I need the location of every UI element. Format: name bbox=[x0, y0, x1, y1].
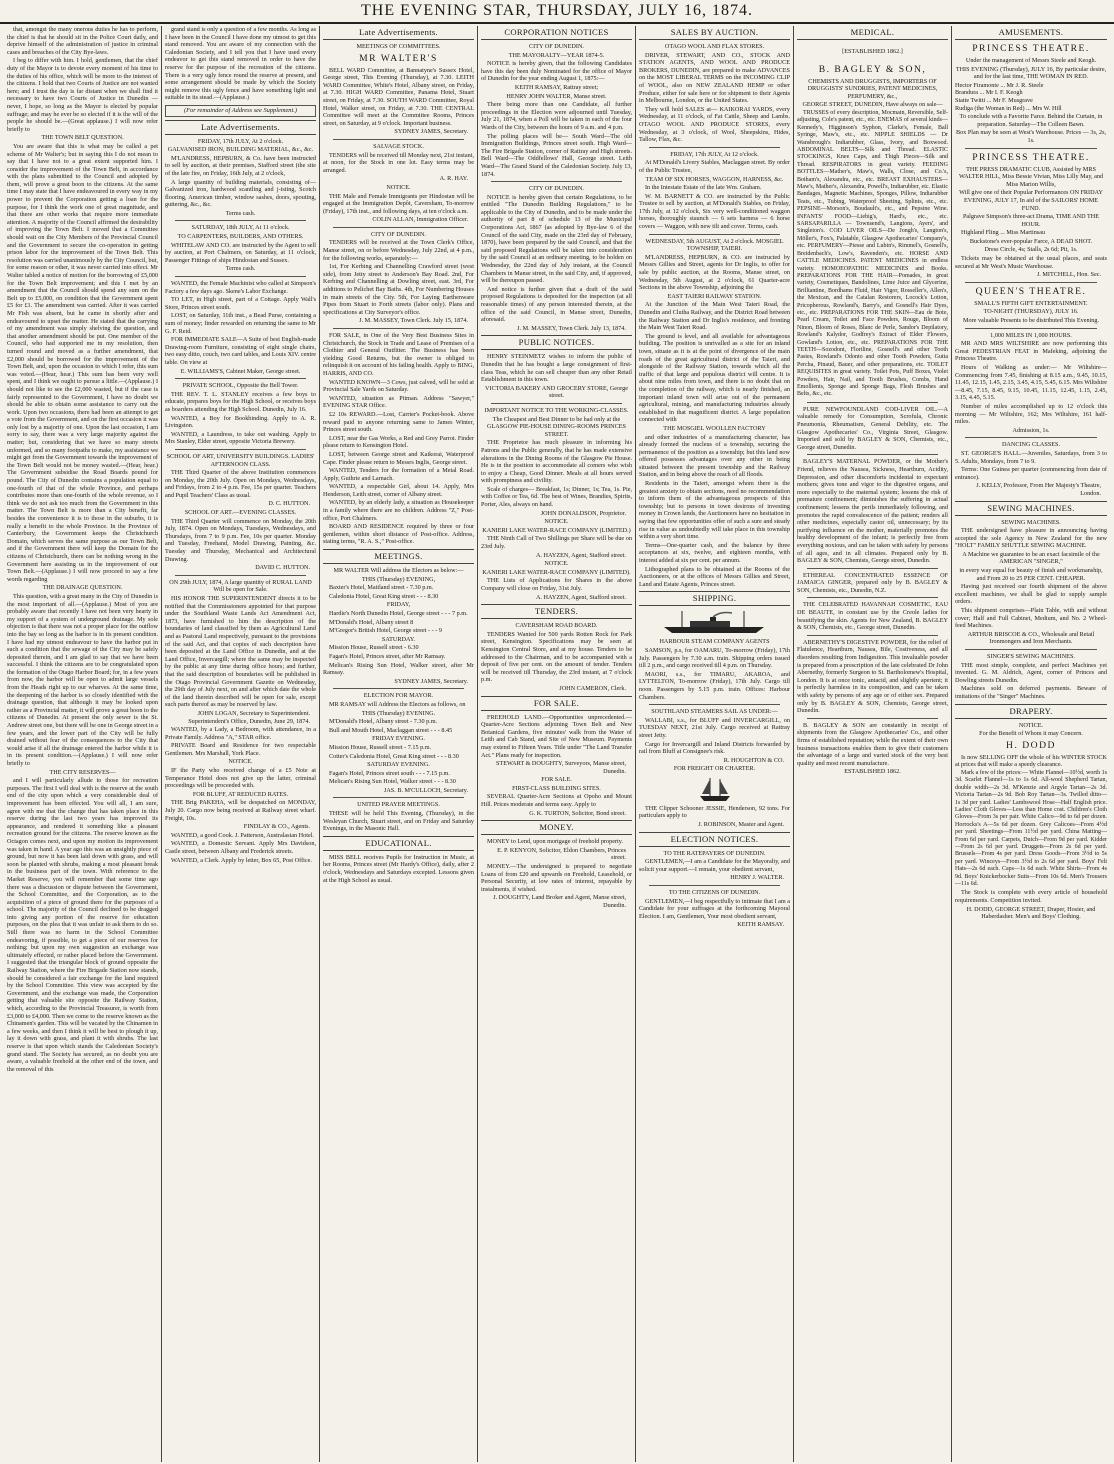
ad-body: WHITELAW AND CO. are instructed by the Agent to sell by auction, at Port Chalmers, on Saturday, at 11 o'clock, Passenger Fittings of ships Hindostan and Sussex. bbox=[165, 241, 316, 264]
ad-body: A Machine we guarantee to be an exact facsimile of the AMERICAN "SINGER," bbox=[962, 550, 1100, 566]
ad-signature: J. M. MASSEY, Town Clerk. July 15, 1874. bbox=[359, 317, 468, 325]
ad-signature: J. KELLY, Professor, From Her Majesty's Theatre, London. bbox=[976, 482, 1101, 497]
ad-signature: DAVID C. HUTTON. bbox=[255, 564, 310, 572]
ad-signature: H. DODD, GEORGE STREET, Draper, Hosier, and Haberdasher. Men's and Boys' Clothing. bbox=[966, 905, 1096, 921]
ad-body: TENDERS will be received at the Town Clerk's Office, Manse street, on or before Wednesday, July 22nd, at 4 p.m., for the following works, separately:— bbox=[323, 239, 474, 262]
ad-body: and other industries of a manufacturing character, has already formed the nucleus of a township, securing the permanence of the position as a township; but this land now offered possesses advantages over any other in being situated between the present township and the Railway Station, and in being above the reach of all floods. bbox=[639, 433, 790, 479]
ad-body: Box Plan may be seen at West's Warehouse. Prices — 3s, 2s, 1s. bbox=[955, 129, 1107, 144]
classified-ad: WANTED, the Female Machinist who called at Simpson's Factory a few days ago. Skene's Labor Exchange. bbox=[165, 280, 316, 295]
ad-body: MAORI, s.s., for TIMARU, AKAROA, and LYTTELTON, To-morrow (Friday), 17th July. Cargo till noon. Passengers by 5.15 p.m. train. Offices: Harbour Chambers. bbox=[639, 670, 790, 701]
divider bbox=[965, 148, 1097, 149]
article-paragraph: I beg to differ with him. I hold, gentlemen, that the chief duty of the Mayor is to devote every moment of his time to the duties of his office, which will be more to the interest of the citizens. I hold that two Courts of Justice are not wanted here; and I trust the day is far distant when we shall find it necessary to have two Courts of Justice in Dunedin — never, I hope, so long as the Mayor is elected by popular suffrage; and may he ever be so elected if it is the will of the people he should be.—(Great applause.) I will now refer briefly to bbox=[7, 57, 158, 133]
ad-banner: MR WALTER Will address the Electors as below:— bbox=[333, 567, 464, 575]
ad-body: MISS BELL receives Pupils for Instruction in Music, at her Rooms, Princes street (Mr Hardy's Office), daily, after 2 o'clock, Wednesdays and Saturdays excepted. Lessons given at the High School as usual. bbox=[323, 853, 474, 884]
ad-title: TO CARPENTERS, BUILDERS, AND OTHERS. bbox=[177, 233, 304, 241]
ad-body: THE CELEBRATED HAVANNAH COSMETIC, EAU DE BEAUTE, in constant use by the Creole ladies for beautifying the skin. Agents for New Zealand, B. BAGLEY & SON, Chemists, etc., George street, Dunedin. bbox=[797, 601, 948, 632]
ad-body: ABERNETHY'S DIGESTIVE POWDER, for the relief of Flatulence, Heartburn, Nausea, Bile, Costiveness, and all disorders resulting from Indigestion. This invaluable powder is prepared from a prescription of the late celebrated Dr John Abernethy, formerly Surgeon to St. Bartholomew's Hospital, London. It is at once tonic, antacid, and slightly aperient; it is perfectly harmless in its composition, and can be taken with safety by persons of any age or of either sex. Prepared only by B. BAGLEY & SON, Chemists, George street, Dunedin. bbox=[797, 638, 948, 715]
classified-ad: TO LET, in High street, part of a Cottage. Apply Wall's Store, Princes street south. bbox=[165, 296, 316, 311]
established-date: [ESTABLISHED 1862.] bbox=[842, 48, 903, 55]
divider bbox=[807, 454, 938, 455]
section-heading: EDUCATIONAL. bbox=[323, 836, 474, 851]
schedule-line: Baxter's Hotel, Maitland street - 7.30 p.m. bbox=[329, 584, 434, 592]
ad-banner: H. DODD bbox=[1006, 739, 1056, 751]
divider bbox=[807, 635, 938, 636]
ad-title: THE MOSGIEL WOOLLEN FACTORY bbox=[663, 424, 766, 432]
ad-signature: KEITH RAMSAY. bbox=[737, 921, 784, 929]
schedule-line: Mission House, Russell street - 7.15 p.m. bbox=[329, 743, 432, 751]
ad-body: W. M. BARNETT & CO. are instructed by the Public Trustee to sell by auction, at M'Donald's Stables, on Friday, 17th July, at 12 o'clock, Six very well-conditioned waggon horses, thoroughly staunch — 6 sets harness — 6 horse covers — Waggon, with new tilt and cover. Terms, cash. bbox=[639, 192, 790, 231]
ad-signature: R. HOUGHTON & CO. bbox=[723, 756, 784, 764]
ad-body: Palgrave Simpson's three-act Drama, TIME AND THE HOUR. bbox=[962, 213, 1100, 228]
ad-body: Cargo for Invercargill and Inland Districts forwarded by rail from Bluff at Consignee's risk. bbox=[639, 740, 790, 756]
ad-body: Admission, 1s. bbox=[1012, 426, 1050, 434]
classified-ad: BOARD AND RESIDENCE required by three or four gentlemen, within short distance of Post-office. Address, stating terms, "R. A. S.," Post-office. bbox=[323, 523, 474, 546]
ad-date: FRIDAY, 17th JULY, At 2 o'clock. bbox=[197, 137, 284, 145]
ad-body: GENTLEMEN,—I beg respectfully to intimate that I am a Candidate for your suffrages at the forthcoming Mayoral Election. I am, Gentlemen, Your most obedient servant, bbox=[639, 897, 790, 920]
ad-body: Scale of charges— Breakfast, 1s; Dinner, 1s; Tea, 1s. Pie, with Coffee or Tea, 6d. The best of Wines, Brandies, Spirits, Porter, Ales, always on hand. bbox=[481, 485, 632, 509]
section-heading: DRAPERY. bbox=[955, 704, 1107, 719]
classified-ad: LOST, near the Gas Works, a Red and Grey Parrot. Finder please return to Kensington Hotel. bbox=[323, 434, 474, 450]
ad-body: M'LANDRESS, HEPBURN, & CO. are instructed by Messrs Gillies and Street, agents for Dr Inglis, to offer for sale by public auction, at the Rooms, Manse street, on Wednesday, 5th August, at 2 o'clock, 61 Quarter-acre Sections in the above Township, adjoining the bbox=[639, 253, 790, 292]
section-heading: SHIPPING. bbox=[639, 591, 790, 606]
ad-body: PURE NEWFOUNDLAND COD-LIVER OIL.—A valuable remedy for Consumption, Scrofula, Chronic Pneumonia, Rheumatism, General Debility, etc. The Glasgow Apothecaries' Co., Virginia Street, Glasgow. Imported and sold by BAGLEY & SON, Chemists, etc., George street, Dunedin. bbox=[797, 405, 948, 451]
candidate-name: HENRY JOHN WALTER, Manse street. bbox=[506, 92, 607, 100]
ad-body: NOTICE is hereby given that certain Regulations, to be entitled "The Dunedin Building Regulations," to be applicable to the City of Dunedin, and to be made under the authority of part 8 of schedule 13 of the Municipal Corporations Act, 1867 (as adopted by Bye-law 6 of the Council of the said City, made on the 23rd day of February, 1870), have been prepared by the said Council, and that the said proposed Regulations will be taken into consideration by the said Council at an ordinary meeting, to be holden on Wednesday, the 22nd day of July instant, at the Council Chambers in Manse street, in the said City, and, if approved, will be thereupon passed. bbox=[481, 193, 632, 285]
ad-body: DRIVER, STEWART, AND CO., STOCK AND STATION AGENTS, AND WOOL AND PRODUCE BROKERS, DUNEDIN, are prepared to make ADVANCES on the MOST LIBERAL TERMS on the INCOMING CLIP of WOOL, also on NEW ZEALAND HEMP or other Produce, either for sale here or for shipment to their Agents in Melbourne, London, or the United States. bbox=[639, 51, 790, 105]
schedule-line: M'Donald's Hotel, Albany street - 7.30 p.m. bbox=[329, 718, 438, 726]
schedule-day: SATURDAY EVENING. bbox=[367, 761, 430, 769]
ad-signature: E. P. KENYON, Solicitor, Eldon Chambers, Princes street. bbox=[497, 846, 626, 862]
ad-title: CHEMISTS AND DRUGGISTS, IMPORTERS OF DRUGGISTS' SUNDRIES, PATENT MEDICINES, PERFUMERY, &c., bbox=[807, 77, 938, 100]
ad-title: TO THE CITIZENS OF DUNEDIN. bbox=[668, 889, 761, 897]
ad-body: THE Proprietor has much pleasure in informing his Patrons and the Public generally, that he has made extensive alterations in the Dining Rooms of the Glasgow Pie House. He is in the position to accommodate all comers who wish to enjoy a Cheap, Good Dinner. Meals at all hours served with promptness and civility. bbox=[481, 439, 632, 485]
ad-title: NOTICE. bbox=[544, 518, 569, 526]
schedule-line: Bull and Mouth Hotel, Maclaggan street - - - 8.45 bbox=[329, 726, 453, 734]
classified-ad: WANTED, by an elderly lady, a situation as Housekeeper in a family where there are no children. Address "Z," Post-office, Port Chalmers. bbox=[323, 499, 474, 522]
divider bbox=[807, 597, 938, 598]
ad-body: BELL WARD Committee, at Bannatyne's Sussex Hotel, George street, This Evening (Thursday), at 7.30. LEITH WARD Committee, White's Hotel, Albany street, on Friday, at 7.30. HIGH WARD Committee, Panama Hotel, Stuart street, on Friday, at 7.30. SOUTH WARD Committee, Royal Hotel, Walker street, on Friday, at 7.30. THE CENTRAL Committee will meet at the Committee Rooms, Princes street, on Saturday, at 9 o'clock. Important business. bbox=[323, 66, 474, 127]
schedule-line: Cotter's Caledonia Hotel, Great King street - - - 8.30 bbox=[329, 752, 459, 760]
divider bbox=[965, 437, 1097, 438]
ad-title: CITY OF DUNEDIN. bbox=[371, 230, 426, 238]
section-heading: ELECTION NOTICES. bbox=[639, 832, 790, 847]
ad-body: THE Third Quarter will commence on Monday, the 20th July, 1874. Open on Mondays, Tuesdays, Wednesdays, and Thursdays, from 7 to 9 p.m. Fee, 10s per quarter. Monday and Tuesday, Freehand, Model Drawing, Painting, &c. Tuesday and Thursday, Mechanical and Architectural Drawing. bbox=[165, 517, 316, 563]
ad-body: Lithographed plans to be obtained at the Rooms of the Auctioneers, or at the offices of Messrs Gillies and Street, Land and Estate Agents, Princes street. bbox=[639, 565, 790, 588]
ad-body: FREEHOLD LAND.—Opportunities unprecedented.—Quarter-Acre Sections adjoining Town Belt and New Botanical Gardens, five minutes' walk from the Water of Leith and Cab Stand, and Site of New Museum. Payments may extend to Fifteen Years. Title under "The Land Transfer Act." Plans ready for inspection. bbox=[481, 713, 632, 759]
divider bbox=[649, 234, 780, 235]
section-heading: MEDICAL. bbox=[797, 26, 948, 40]
schedule-line: M'Gregor's British Hotel, George street - - - 9 bbox=[329, 627, 442, 635]
schedule-line: Fagan's Hotel, Princes street, after Mr Ramsay. bbox=[329, 652, 446, 660]
ad-body: In the Intestate Estate of the late Wm. Graham. bbox=[645, 184, 762, 192]
ad-body: THE Third Quarter of the above Institution commences on Monday, the 20th July. Open on Mondays, Wednesdays, and Fridays, from 2 to 4 p.m. Fee, 15s per quarter. Teachers and Pupil Teachers' Class as usual. bbox=[165, 469, 316, 499]
classified-ad: FOR IMMEDIATE SALE—A Suite of best English-made Drawing-room Furniture, consisting of eight single chairs, two easy ditto, couch, two card tables, and Louis XIV. centre table. On view at bbox=[165, 336, 316, 366]
ad-body: Number of miles accomplished up to 12 o'clock this morning — Mr Wiltshire, 162; Mrs Wiltshire, 161 half-miles. bbox=[955, 402, 1107, 426]
article-paragraph: that, amongst the many onerous duties he has to perform, the chief is that he should sit in the Police Court daily, and deprive himself of the administration of justice in criminal cases and breaches of the City Bye-laws. bbox=[7, 26, 158, 56]
divider bbox=[649, 704, 780, 705]
ad-body: Under the management of Messrs Steele and Keogh. bbox=[965, 57, 1097, 64]
divider bbox=[333, 139, 464, 140]
schedule-day: THIS (Thursday) EVENING, bbox=[361, 575, 436, 583]
ad-terms: Terms cash. bbox=[225, 209, 256, 217]
ad-body: Highland Fling ... Miss Martinsau bbox=[961, 229, 1046, 237]
ad-signature: ARTHUR BRISCOE & CO., Wholesale and Retail Ironmongers and Iron Merchants. bbox=[967, 630, 1095, 646]
classified-ad: FOR SALE, in One of the Very Best Business Sites in Christchurch, the Stock in Trade and Lease of Premises of a Clothier and General Outfitter. The Business has been yielding Good Returns, but the owner is obliged to relinquish it on account of his failing health. Apply to BING, HARRIS, AND CO. bbox=[323, 332, 474, 377]
ad-title: FOR FREIGHT OR CHARTER. bbox=[673, 765, 756, 773]
ad-signature: A. HAYZEN, Agent, Stafford street. bbox=[535, 593, 626, 601]
ad-body: Hours of Walking as under:— Mr Wiltshire—Commencing from 7.45, finishing at 8.15 a.m., 9.45, 10.15, 11.45, 12.15, 1.45, 2.15, 3.45, 4.15, 5.45, 6.15. Mrs Wiltshire—8.45, 7.15, 8.45, 9.15, 10.45, 11.15, 12.45, 1.15, 2.45, 3.15, 4.45, 5.15. bbox=[955, 364, 1107, 402]
ad-body: SEVERAL Quarter-Acre Sections at Opoho and Mount Hill. Prices moderate and terms easy. Apply to bbox=[481, 793, 632, 809]
ad-address: GEORGE STREET, DUNEDIN, Have always on sale— bbox=[802, 101, 943, 109]
ad-body: At the Junction of the Main West Taieri Road, the Dunedin and Clutha Railway, and the District Road between the Railway Station and Dr Inglis's residence, and fronting the Main West Taieri Road. bbox=[639, 301, 790, 332]
column-6 bbox=[794, 26, 952, 1462]
ad-body: SAMSON, p.s, for OAMARU, To-morrow (Friday), 17th July. Passengers by 7.30 a.m. train. Shipping orders issued till 2 p.m., and cargo received till 4 p.m. on Thursday. bbox=[639, 646, 790, 670]
ad-terms: Terms cash. bbox=[225, 265, 256, 273]
divider bbox=[965, 282, 1097, 283]
theatre-title: PRINCESS THEATRE. bbox=[972, 43, 1090, 54]
article-subhead: THE TOWN BELT QUESTION. bbox=[41, 134, 124, 142]
article-subhead: THE DRAINAGE QUESTION. bbox=[42, 584, 123, 592]
ad-signature: D. C. HUTTON. bbox=[268, 500, 310, 508]
article-paragraph: You are aware that this is what may be called a pet scheme of Mr Walter's; but in saying this I do not mean to say that I have not to a great extent supported him. I consider the improvement of the Town Belt, in accordance with the plans submitted to the Council and adopted by them, will prove a great boon to the citizens. At the same time I may state that I have endeavoured in every way in my power to prevent the Corporation getting a loan for the purpose, for I think the work one of great magnitude, and that there are other works that require more immediate attention. A majority of the Council affirmed the desirability of improving the Town Belt. I moved that a Committee should wait on the City Members of the Provincial Council and the Government to secure the co-operation in getting prison labor for the improvement of the Town Belt. This resolution was carried unanimously by the City Council, but, for some reason or other, it was never carried into effect. Mr Walter tabled a notice of motion for the borrowing of £5,000 for the Town Belt improvement; and this I met by an amendment that the Council should spend any sum on the Belt up to £5,000, on condition that the Government spent £5 for £1. The amendment was carried. After it was carried Mr Fish was absent, but he came in shortly after and endeavoured to upset the matter. He stated that the carrying of my amendment was simply shelving the question, and that another amendment should be put. One member of the Council, who had supported me in my resolution, then turned round and moved as a further amendment, that £2,000 should be borrowed for the improvement of the Town Belt, and, upon the occasion to which I refer, this sum was voted.—(Hear, hear.) This sum has been very well spent, and I think we ought to pursue a little.—(Applause.) I should not like to see the £2,000 wasted, but if the case is fairly represented to the Government, I have no doubt we should be able to obtain some assistance to carry out the work. Upon two occasions, there had been an attempt to get a vote from the Government, and on the first occasion it was only lost by a majority of one. Upon the last occasion, I am sorry to say, there was a very large majority against the matter; but, considering that we have so many streets unformed, and so many footpaths to make, my assistance we might get from the Government towards the improvement of the Town Belt would not be money wasted.—(Hear, hear.) The Government subsidise the Road Boards pound for pound. The City of Dunedin contains a population equal to one-fourth of that of the whole Province, and perhaps contributes more than one-fourth of the whole revenue, so I think we do not ask too much from the Government in this matter. The Town Belt is more than a City benefit, far besides the convenience it is to those in the suburbs, it is really a benefit to the whole Province. In the Province of Canterbury, the Government keeps the Christchurch Domain, which serves the same purpose as our Town Belt, and if the Government there will keep the Domain for the citizens of Christchurch, there can be nothing wrong in the Government here assisting us in the improvement of our Town Belt.—(Applause.) I will now proceed to say a few words regarding bbox=[7, 142, 158, 583]
ad-body: The Cheapest and Best Dinner to be had only at the GLASGOW PIE-HOUSE DINING-ROOMS PRINCES STREET. bbox=[487, 415, 626, 438]
ad-body: For the Benefit of Whom it may Concern. bbox=[979, 730, 1083, 738]
supplement-note: (For remainder of Address see Supplement.) bbox=[165, 105, 316, 117]
divider bbox=[333, 227, 464, 228]
theatre-title: QUEEN'S THEATRE. bbox=[975, 285, 1087, 297]
ad-signature: J. MITCHELL, Hon. Sec. bbox=[1036, 271, 1101, 279]
ad-title: ELECTION FOR MAYOR. bbox=[363, 692, 434, 700]
ad-body: M'LANDRESS, HEPBURN, & Co. have been instructed to sell by auction, at their premises, Stafford street (the site of the late fire, on Friday, 16th July, at 2 o'clock, bbox=[165, 154, 316, 177]
classified-ad: WANTED KNOWN—3 Cows, just calved, will be sold at Provincial Sale Yards on Saturday. bbox=[323, 378, 474, 394]
section-heading: MONEY. bbox=[481, 820, 632, 835]
ad-body: ST. GEORGE'S HALL.—Juveniles, Saturdays, from 3 to 5. Adults, Mondays, from 7 to 9. bbox=[955, 449, 1107, 465]
ad-title: IMPORTANT NOTICE TO THE WORKING-CLASSES. bbox=[484, 406, 629, 414]
ad-body: Buckstone's ever-popular Farce, A DEAD SHOT. bbox=[969, 237, 1093, 245]
ad-title: THE MAYORALTY—YEAR 1874-5. bbox=[508, 51, 605, 59]
classified-ad: WANTED, a good Cook. J. Patterson, Australasian Hotel. bbox=[171, 831, 314, 839]
section-heading: PUBLIC NOTICES. bbox=[481, 335, 632, 350]
classified-ad: IF the Party who received change of a £5 Note at Temperance Hotel does not give up the latter, criminal proceedings will be proceeded with. bbox=[165, 767, 316, 790]
schooner-illustration bbox=[698, 776, 732, 802]
ad-body: A large quantity of building materials, consisting of— Galvanized iron, hardwood scantling and j-isting, Scotch flooring, American timber, window sashes, doors, spouting, guttering, &c., &c. bbox=[165, 178, 316, 209]
product-list: TRUSSES of every description, Mocmain, Reversible, Self-adjusting, Cole's patent, etc., etc. ENEMAS of several kinds—Kennedy's, Higginson's Syphon, Clarke's, Female, Ball Syringe, Maw's, etc., etc. NIPPLE SHIELDS — Dr Wansbrough's Indiarubber, Glass, Ivory, and Boxwood. ABDOMINAL BELTS—Silk and Thread. ELASTIC STOCKINGS, Knee Caps, and Thigh Pieces—Silk and Thread. RESPIRATORS in great variety. FEEDING BOTTLES—Mather's, Maw's, Walls, Close, and Co.'s, Botham's, Alexandra, etc., etc. BREAST EXHAUSTERS—Maw's, Mather's, Alexandra, Powell's, Indiarubber, etc. Elastic Bandages, Magnetic Machines, Sponges, Pillow, Indiarubber Teats, etc., Tubing, Waterproof Sheeting, Splints, etc., etc. PEPSINE—Morson's, Boudault's, etc., and Pepsine Wine. INFANTS' FOOD—Liebig's, Hard's, etc., etc. SARSAPARILLA — Townsend's, Langtons, Ayers', and Singleton's. COD LIVER OILS—De Jongh's, Langton's, Möller's, Fox's, Palatable, Glasgow Apothecaries' Company's, etc. PERFUMERY—Piesse and Lubin's, Rimmel's, Gosnell's, Breidenbach's, Low's, Ravenden's, etc. HORSE AND CATTLE MEDICINES. PATENT MEDICINES in endless variety. HOMOEOPATHIC MEDICINES and Books. PREPARATIONS FOR THE HAIR—Pomades, in great variety, Cosmetiques, Bandolines, Lime Juice and Glycerine, Brilliantine, Bordhams Fluid, Hair Vigor, Rosseller's, Allen's, the Mexican, and the Catalan Restorers, Locock's Lotion, Pricopherous, Rowland's, Barry's, and Gosnell's Hair Dyes, etc., etc. PREPARATIONS FOR THE SKIN—Eau de Bote, Pearl Cream, Toilet and Face Powders, Rouge, Bloom of Ninon, Bloom of Roses, Blanc de Perle, Sandor's Depilatory, Rowland's Kalydor, Godfrey's Extract of Elder Flowers, Gowland's Lotion, etc., etc. PREPARATIONS FOR THE TEETH—Sozodont, Floriline, Gosnell's and other Tooth Pastes, Rowland's Odonto and other Tooth Powders, Gutta Percha, Pinaud, Bauer, and other preparations, etc. TOILET REQUISITES in great variety. Toilet Pots, Puff Boxes, Violet Powders, Hair, Nail, and Tooth Brushes, Combs, Hand Emollients, Sponge and Sponge Bags, Flesh Brushes and Belts, &c., etc. bbox=[797, 109, 948, 398]
divider bbox=[965, 328, 1097, 329]
ad-body: TENDERS Wanted for 500 yards Rotten Rock for Park street, Kensington. Specifications may be seen at Kensington Central Store, and at my house. Tenders to be addressed to the Chairman, and to be accompanied with a deposit of five per cent. on the amount of tender. Tenders will be received till Thursday, the 23rd instant, at 7 o'clock p.m. bbox=[481, 630, 632, 684]
schedule-line: Melican's Rising Sun Hotel, Walker street - - - 8.30 bbox=[329, 778, 456, 786]
classified-ad: WANTED, Tenders for the formation of a Metal Road. Apply, Guthrie and Larnach. bbox=[323, 467, 474, 482]
article-paragraph: grand stand is only a question of a few months. As long as I have been in the Council I have done my utmost to get this stand removed. You are aware of my connection with the Caledonian Society, and I tell you that I have used every endeavor to get this stand removed in order to have the reserve for the purpose of the recreation of the citizens. There is a very ugly fence round the reserve at present, and some arrangement should be made by which the Society might remove this ugly fence and have something light and suitable in its stead.—(Applause.) bbox=[165, 26, 316, 102]
ad-body: THE PRESS DRAMATIC CLUB, Assisted by MRS WALTER HILL, Miss Bessie Vivian, Miss Lilly May, and Miss Marion Willis, bbox=[958, 165, 1104, 188]
ad-title: FIRST-CLASS BUILDING SITES. bbox=[512, 784, 601, 792]
ad-title: SINGER'S SEWING MACHINES. bbox=[987, 653, 1075, 660]
section-heading: TENDERS. bbox=[481, 604, 632, 619]
ad-title: FOR SALE. bbox=[541, 776, 572, 784]
ad-body: To conclude with a Favorite Farce. Behind the Curtain, in preparation. Saturday—The Colleen Bawn. bbox=[959, 113, 1103, 128]
ad-body: And notice is further given that a draft of the said proposed Regulations is deposited for the inspection (at all reasonable times) of any person interested therein, at the office of the said Council, in Manse street, Dunedin, aforesaid. bbox=[481, 285, 632, 324]
ad-title: FOR BLUFF, AT REDUCED RATES. bbox=[192, 790, 289, 798]
ad-body: THE most simple, complete, and perfect Machines yet invented. G. M. Aldrich, Agent, corner of Princes and Dowling streets Dunedin. bbox=[955, 661, 1107, 684]
ad-signature: J. DOUGHTY, Land Broker and Agent, Manse street, Dunedin. bbox=[493, 894, 626, 909]
ad-signature: VICTORIA BAKERY AND GROCERY STORE, George street. bbox=[485, 384, 628, 400]
divider bbox=[807, 568, 938, 569]
ad-title: EAST TAIERI RAILWAY STATION. bbox=[667, 292, 762, 300]
classified-ad: WANTED, a Laundress, to take out washing. Apply to Mrs Stanley, Elder street, opposite Victoria Brewery. bbox=[165, 430, 316, 446]
classified-ad: WANTED, by a Lady, a Bedroom, with attendance, in a Private Family. Address "A," STAR office. bbox=[165, 726, 316, 741]
ad-body: TO-NIGHT (THURSDAY), JULY 16. bbox=[983, 308, 1079, 316]
schedule-day: SATURDAY. bbox=[381, 635, 416, 643]
ad-body: 1st, For Kerbing and Channelling Crawford street (west side), from Jetty street to Anderson's Bay Road. 2nd, For Kerbing and Channelling at Dowling street, east. 3rd, For additions to Pelichet Bay Baths. 4th, For Numbering Houses in main streets of the City. 5th, For Laying Earthenware Pipes from Stuart to Forth streets (labor only). Plans and specifications at City Surveyor's office. bbox=[323, 263, 474, 316]
section-heading: CORPORATION NOTICES bbox=[481, 26, 632, 40]
ad-signature: JOHN DONALDSON, Proprietor. bbox=[540, 509, 626, 517]
ad-body: MR AND MRS WILTSHIRE are now performing this Great PEDESTRIAN FEAT in Mafeking, adjoining the Princess Theatre. bbox=[955, 340, 1107, 363]
classified-ad: LOST, on Saturday, 11th inst., a Bead Purse, containing a sum of money; finder rewarded on returning the same to Mr G. F. Reid. bbox=[165, 312, 316, 335]
ad-signature: HENRY J. WALTER. bbox=[730, 874, 784, 882]
ad-body: MR RAMSAY will Address the Electors as follows, on bbox=[329, 700, 466, 708]
divider bbox=[807, 718, 938, 719]
classified-ad: PRIVATE Board and Residence for two respectable Gentlemen. Mrs Marshall, York Place. bbox=[165, 742, 316, 757]
ad-signature: FINDLAY & CO., Agents. bbox=[243, 823, 310, 831]
ad-signature: J. ROBINSON, Master and Agent. bbox=[698, 821, 784, 829]
ad-signature: SYDNEY JAMES, Secretary. bbox=[394, 677, 468, 685]
ad-body: Terms—One-quarter cash, and the balance by three acceptances at six, twelve, and eighteen months, with interest added at six per cent. per annum. bbox=[639, 541, 790, 564]
ad-signature: JAS. B. M'CULLOCH, Secretary. bbox=[383, 786, 468, 794]
divider bbox=[491, 403, 622, 404]
ad-title: NOTICE. bbox=[1018, 721, 1044, 729]
ad-banner: B. BAGLEY & SON, bbox=[818, 63, 927, 75]
article-paragraph: and I will particularly allude to those for recreation purposes. The first I will deal with is the reserve at the south end of the city upon which a very considerable deal of improvement has been effected. You will all, I am sure, agree with me that the change that has taken place in this reserve during the last two years has improved its appearance, and rendered it something like a pleasant recreation ground for the citizens. The reserve known as the Octagon comes next, and upon my motion its improvement was taken in hand. A year ago this was an unsightly piece of ground, but now it has been laid down with grass, and will soon be planted with shrubs, making a most pleasant break in the business part of the town. With reference to the Market Reserve, you will remember that some time ago there was a discussion or dispute between the Government, the School Committee, and the Corporation, as to the acquisition of a piece of ground there for the purposes of a school. The majority of the Council declined to be dragged into giving any portion of the reserve for education purposes, on the plea that it was unfair to ask them to do so. Still there was no harm in the School Committee endeavoring, if possible, to get a piece of our reserves for nothing; but upon my own suggestion an exchange was ultimately effected, or rather placed before the Government. I suggested that the triangular block of ground opposite the Railway Station, where the Fire Brigade Station now stands, should be considered a fair exchange for the land required by the School Committee. This view was accepted by the Government, and the exchange was made, the Corporation getting that valuable site opposite the Railway Station, which, according to the Provincial Treasurer, is worth from £3,000 to £4,000. Then we come to the reserve known as the Chinamen's garden. This will be vacated by the Chinamen in a few weeks, and then I think it will be best to plough it up, lay it down with grass, and plant it with shrubs. The last reserve is that upon which stands the Caledonian Society's grand stand. The Society has secured, as no doubt you are aware, a valuable freehold at the other end of the town, and the removal of this bbox=[7, 777, 158, 1073]
ad-banner: MR WALTER'S bbox=[359, 52, 438, 64]
ad-title: SOUTHLAND STEAMERS SAIL AS UNDER:— bbox=[651, 708, 778, 716]
ad-title: HARBOUR STEAM COMPANY AGENTS bbox=[659, 638, 770, 646]
ad-signature: G. K. TURTON, Solicitor, Bond street. bbox=[529, 809, 626, 817]
column-3 bbox=[320, 26, 478, 1462]
price-list: Mark a few of the prices:— White Flannel—10½d, worth 1s 3d. Scarlet Flannel—1s to 1s 6d. All-wool Shepherd Tartan, double width—2s 3d. M'Kenzie and Argyle Tartan—2s 3d. Victoria Tartan—2s 9d. Bob Roy Tartan—3s. Twilled ditto—1s 3d per yard. Ladies' Lambswool Hose—Half English price. Ladies' Cloth Gloves—Less than Home cost. Children's Cloth Gloves—From 3s per pair. White Calico—9d to 6d per dozen. Horrocks's A—5s 6d per dozen. Grey Calicoes—From 4½d per yard. Sheetings—From 11½d per yard. China Matting—From 6d per yard. Carpets, Dutch—From 9d per yard. Kidder—From 2s 6d per yard. Druggets—From 2s 6d per yard. Brussels—From 4s per yard. Dress Goods—From 3½d to 5s per yard. Winceys—From 3½d to 2s 6d per yard. Boys' Felt Hats—2s 6d each. Caps—1s 6d each. White Shirts—From 4s 9d. Boys' Knickerbocker Suits—From 10s 6d. Men's Trousers—11s 6d. bbox=[955, 769, 1107, 888]
columns bbox=[4, 26, 1110, 1462]
divider bbox=[649, 147, 780, 148]
classified-ad: £2 10s REWARD.—Lost, Carrier's Pocket-book. Above reward paid to anyone returning same to James Winter, Princes street south. bbox=[323, 410, 474, 434]
schedule-day: FRIDAY EVENING. bbox=[372, 735, 425, 743]
masthead: THE EVENING STAR, THURSDAY, JULY 16, 1874. bbox=[0, 2, 1114, 24]
ad-signature: STEWART & DOUGHTY, Surveyors, Manse street, Dunedin. bbox=[495, 760, 626, 775]
article-subhead: THE CITY RESERVES— bbox=[49, 768, 116, 776]
classified-ad: WANTED, a Boy for Bookbinding. Apply to A. R. Livingston. bbox=[165, 414, 316, 430]
ad-body: At M'Donald's Livery Stables, Maclaggan street. By order of the Public Trustee, bbox=[639, 159, 790, 174]
ad-title: NOTICE. bbox=[544, 560, 569, 568]
schedule-line: Melican's Rising Sun Hotel, Walker street, after Mr Ramsay. bbox=[323, 661, 474, 677]
ad-body: HIS HONOR THE SUPERINTENDENT directs it to be notified that the Commissioners appointed for that purpose under the Southland Waste Lands Act Amendment Act, 1873, have furnished to him the description of the boundaries of land classified by them as Agricultural Land and as Pastoral Land respectively, pursuant to the provisions of the said Act, and that copies of such description have been deposited at the Land Office in Dunedin, and at the Land Office, Invercargill; where the same may be inspected by the public at any time during office hours; and further, that the said description of boundaries will be published in the Otago Provincial Government Gazette on Wednesday, the 29th day of July next, on and after which date the whole of the land therein described will be open for sale, except such parts thereof as may be reserved by law. bbox=[165, 595, 316, 709]
ad-body: in every way equal for beauty of finish and workmanship, and From 20 to 25 PER CENT. CHEAPER. bbox=[959, 567, 1103, 582]
ad-title: MEETINGS OF COMMITTEES. bbox=[356, 43, 441, 50]
classified-ad: WANTED, a respectable Girl, about 14. Apply, Mrs Henderson, Leith street, corner of Albany street. bbox=[323, 483, 474, 498]
divider bbox=[491, 181, 622, 182]
ad-body: TENDERS will be received till Monday next, 21st instant, at noon, for the Stock in one lot. Easy terms may be arranged. bbox=[323, 151, 474, 174]
ad-title: TO THE RATEPAYERS OF DUNEDIN. bbox=[663, 849, 766, 857]
ad-body: Will give one of their Popular Performances ON FRIDAY EVENING, JULY 17, In aid of the SAILORS' HOME FUND. bbox=[959, 189, 1103, 212]
ad-body: This shipment comprises—Plain Table, with and without cover; Half and Full Cabinet, Medium, and No. 2 Wheel-feed Machines. bbox=[955, 607, 1107, 630]
divider bbox=[175, 378, 306, 379]
ad-title: TEAM OF SIX HORSES, WAGGON, HARNESS, &c. bbox=[645, 175, 784, 183]
ad-title: 1,000 MILES IN 1,000 HOURS. bbox=[990, 331, 1072, 339]
ad-body: THE REV. T. L. STANLEY receives a few boys to educate, prepares boys for the High School, or receives boys as boarders attending the High School. Dunedin, July 16. bbox=[165, 390, 316, 413]
ad-signature: E. WILLIAMS'S, Cabinet Maker, George street. bbox=[180, 367, 301, 375]
column-4 bbox=[478, 26, 636, 1462]
column-2 bbox=[162, 26, 320, 1462]
ad-signature: JOHN CAMERON, Clerk. bbox=[559, 684, 626, 692]
column-7 bbox=[952, 26, 1110, 1462]
classified-ad: WANTED, a Domestic Servant. Apply Mrs Davidson, Castle street, between Albany and Frederick streets. bbox=[165, 840, 316, 855]
ad-body: BAGLEY'S MATERNAL POWDER, or the Mother's Friend, relieves the Nausea, Sickness, Heartburn, Acidity, Depression, and other discomforts incidental to expectant mothers; gives tone and vigor to the digestive organs, and more especially to the maternal system; lessens the risk of premature confinement; diminishes the suffering in actual confinement; lessens the perils immediately following, and promotes the rapid convalescence of the patient; renders all other medicines, especially castor oil, unnecessary; by its purifying influence on the mother, materially promotes the healthy development of the infant; is perfectly free from everything noxious, and can be taken with safety by persons of all ages, and in all climates. Prepared only by B. BAGLEY & SON, Chemists, George street, Dunedin. bbox=[797, 458, 948, 565]
section-heading: FOR SALE. bbox=[481, 696, 632, 711]
candidate-name: KEITH RAMSAY, Rattray street; bbox=[514, 83, 599, 91]
ad-title: NOTICE. bbox=[228, 758, 253, 766]
ad-title: KANIERI LAKE WATER-RACE COMPANY (LIMITED.) bbox=[482, 526, 631, 534]
ad-title: ON 29th JULY, 1874, A large quantity of RURAL LAND Will be open for Sale. bbox=[169, 578, 312, 594]
ad-body: WALLABI, s.s., for BLUFF and INVERCARGILL, on TUESDAY NEXT, 21st July. Cargo received at Rattray street Jetty. bbox=[639, 716, 790, 739]
ad-body: B. BAGLEY & SON are constantly in receipt of shipments from the Glasgow Apothecaries' Co., and other firms of established reputation; while the extent of their own business transactions enables them to give their customers the advantage of a large and varied stock of the very best quality and most recent manufacture. bbox=[797, 721, 948, 767]
ad-body: The ground is level, and all available for advantageous building. The position is unrivalled as a site for an inland town, situate as it is at the point of divergence of the main roads of the great agricultural district of the Taieri, and alongside of the Railway Station, towards which all the traffic of that large and populous district will centre. It is about nine miles from town, and there is no doubt that on the completion of the railway, which is nearly finished, an important inland town will arise out of the permanent agricultural, mining, and manufacturing industries already established in that magnificent district. A large population connected with bbox=[639, 332, 790, 424]
ad-signature: A. HAYZEN, Agent, Stafford street. bbox=[535, 551, 626, 559]
ad-body: Having just received our fourth shipment of the above excellent machines, we shall be glad to supply sample orders. bbox=[955, 583, 1107, 606]
ad-signature: A. R. HAY. bbox=[439, 175, 468, 183]
ad-title: DANCING CLASSES. bbox=[1001, 441, 1061, 449]
divider bbox=[175, 220, 306, 221]
ad-body: ETHEREAL CONCENTRATED ESSENCE OF JAMAICA GINGER, prepared only by B. BAGLEY & SON, Chemists, etc., Dunedin, N.Z. bbox=[797, 571, 948, 594]
ad-body: THE undersigned have pleasure in announcing having accepted the sole Agency in New Zealand for the new "HOLT" FAMILY SHUTTLE SEWING MACHINE. bbox=[955, 527, 1107, 550]
ad-title: CITY OF DUNEDIN. bbox=[529, 185, 584, 193]
section-heading: MEETINGS. bbox=[323, 549, 474, 564]
ad-body: THE Male and Female Immigrants per Hindostan will be engaged at the Immigration Depôt, Caversham, To-morrow (Friday), 17th inst., and following days, at ten o'clock a.m. bbox=[323, 192, 474, 215]
section-heading: SALES BY AUCTION. bbox=[639, 26, 790, 40]
ad-title: OTAGO WOOL AND FLAX STORES. bbox=[664, 43, 765, 50]
ad-title: CAVERSHAM ROAD BOARD. bbox=[515, 622, 598, 630]
ad-body: THIS EVENING (Thursday), JULY 16, By particular desire, and for the last time, THE WOMAN IN RED. bbox=[955, 65, 1107, 81]
ad-date: FRIDAY, 17th JULY, At 12 o'clock. bbox=[670, 150, 759, 158]
divider bbox=[175, 575, 306, 576]
schedule-line: Hardie's North Dunedin Hotel, George street - - - 7 p.m. bbox=[329, 610, 468, 617]
ad-signature: COLIN ALLAN, Immigration Officer. bbox=[372, 216, 468, 224]
ad-body: There being more than one Candidate, all further proceedings in the Election were adjourned until Tuesday, July 21, 1874, when a Poll will be taken in each of the four Wards of the City, between the hours of 9 a.m. and 4 p.m. bbox=[481, 101, 632, 131]
ad-date: WEDNESDAY, 5th AUGUST, At 2 o'clock. MOSGIEL TOWNSHIP, TAIERI. bbox=[645, 237, 784, 253]
divider bbox=[175, 276, 306, 277]
ad-body: Dress Circle, 4s; Stalls, 2s 6d; Pit, 1s. bbox=[984, 246, 1078, 254]
ad-body: MONEY.—The undersigned is prepared to negotiate Loans of from £20 and upwards on Freehold, Leasehold, or Personal Security, at low rates of interest, repayable by instalments, if wished. bbox=[481, 863, 632, 893]
ad-body: Residents in the Taieri, amongst whom there is the greatest anxiety to obtain sections, need no recommendation to inform them of the advantageous prospects of this township; but to persons in town desirous of investing money in Crown lands, the Auctioneers have no hesitation in saying that few opportunities offer of such a sure and steady rise in value as undoubtedly will take place in this township within a very short time. bbox=[639, 480, 790, 541]
schedule-day: FRIDAY, bbox=[386, 601, 411, 609]
divider bbox=[333, 797, 464, 798]
divider bbox=[807, 402, 938, 403]
ad-title: PRIVATE SCHOOL, Opposite the Bell Tower. bbox=[182, 382, 299, 390]
classified-ad: WANTED, a Clerk. Apply by letter, Box 65, Post Office. bbox=[171, 856, 312, 864]
ad-body: THE Brig PAKEHA, will be despatched on MONDAY, July 20. Cargo now being received at Railway street wharf. Freight, 10s. bbox=[165, 799, 316, 822]
ad-body: Terms: One Guinea per quarter (commencing from date of entrance). bbox=[955, 466, 1107, 481]
ad-date: SATURDAY, 18th JULY, At 11 o'clock. bbox=[191, 224, 290, 232]
ad-signature: JOHN LOGAN, Secretary to Superintendent. Superintendent's Office, Dunedin, June 29, 1874. bbox=[188, 709, 310, 725]
ad-title: NOTICE. bbox=[386, 183, 411, 191]
ad-body: The Stock is complete with every article of household requirements. Competition invited. bbox=[955, 889, 1107, 905]
ad-title: KANIERI LAKE WATER-RACE COMPANY (LIMITED). bbox=[482, 568, 631, 576]
schedule-line: Mission House, Russell street - 6.30 bbox=[329, 644, 419, 652]
classified-ad: WANTED, situation as Pitman. Address "Sawyer," EVENING STAR Office. bbox=[323, 394, 474, 410]
ad-body: THE Lists of Applications for Shares in the above Company will close on Friday, 31st July. bbox=[481, 577, 632, 592]
ad-body: SMALL'S FIFTH GIFT ENTERTAINMENT. bbox=[974, 299, 1088, 307]
schedule-day: THIS (Thursday) EVENING. bbox=[361, 709, 436, 717]
divider bbox=[333, 328, 464, 329]
ad-body: THE Ninth Call of Two Shillings per Share will be due on 23rd July. bbox=[481, 535, 632, 551]
divider bbox=[333, 688, 464, 689]
schedule-line: M'Donald's Hotel, Albany street 8 bbox=[329, 618, 414, 626]
ad-title: CITY OF DUNEDIN. bbox=[529, 43, 584, 50]
ad-title: GALVANISED IRON, BUILDING MATERIAL, &c., &c. bbox=[167, 146, 314, 154]
column-5 bbox=[636, 26, 794, 1462]
ad-title: SCHOOL OF ART.—EVENING CLASSES. bbox=[184, 509, 297, 517]
ad-title: UNITED PRAYER MEETINGS. bbox=[357, 801, 440, 809]
section-heading: Late Advertisements. bbox=[323, 26, 474, 40]
theatre-title: PRINCESS THEATRE. bbox=[972, 151, 1090, 163]
classified-ad: LOST, between George street and Kaikorai, Waterproof Cape. Finder please return to Messrs Inglis, George street. bbox=[323, 450, 474, 466]
ad-body: GENTLEMEN,—I am a Candidate for the Mayoralty, and solicit your support.—I remain, your obedient servant, bbox=[639, 858, 790, 873]
ad-body: Tickets may be obtained at the usual places, and seats secured at Mr West's Music Warehouse. bbox=[955, 255, 1107, 270]
ad-body: More valuable Presents to be distributed This Evening. bbox=[963, 317, 1099, 325]
ad-title: SEWING MACHINES. bbox=[1001, 518, 1061, 526]
established-date: ESTABLISHED 1862. bbox=[844, 768, 901, 776]
article-paragraph: This question, with a great many in the City of Dunedin is the most important of all.—(Applause.) Most of you are probably aware that recently I have not been very hearty in my support of a system of underground drainage. My sole objection is that there was not a proper place for the outflow into the bay so long as the harbor is in its present condition. I have had my utmost endeavour to have the harbor put in such a condition that the sewage of the City may be safely deposited therein, and I am glad to say that we have been successful. I think the citizens are to be congratulated upon the formation of the Otago Harbor Board; for, in a few years from now, the harbor will be open to admit large vessels from the Heads right up to our wharves. At the same time, the deepening of the harbor is so closely identified with the drainage question, that although it may be looked upon rather as a Provincial matter, it will prove a great boon to the citizens of Dunedin. At present the only sewer is the St. Andrew street one, but there will be one in George street in a few years, and the lower part of the City will be fully drained without fear of the consequences to the City that would arise if all the drainage entered the harbor while it is in its present condition.—(Applause.) I will now refer briefly to bbox=[7, 592, 158, 767]
ad-body: NOTICE is hereby given, that the following Candidates have this day been duly Nominated for the office of Mayor of Dunedin for the year ending August 1, 1875:— bbox=[481, 60, 632, 83]
section-heading: AMUSEMENTS. bbox=[955, 26, 1107, 40]
ad-body: HENRY STEINMETZ wishes to inform the public of Dunedin that he has bought a large consignment of first-class Teas, which he can sell cheaper than any other Retail Establishment in this town. bbox=[481, 353, 632, 384]
ad-body: THESE will be held This Evening, (Thursday), in the Wesleyan Church, Stuart street, and on Friday and Saturday Evenings, in the Masonic Hall. bbox=[323, 810, 474, 833]
schedule-line: Caledonia Hotel, Great King street - - - 8.30 bbox=[329, 592, 439, 600]
schedule-line: Fagan's Hotel, Princes street south - - - 7.15 p.m. bbox=[329, 769, 450, 777]
ad-signature: J. M. MASSEY, Town Clerk. July 13, 1874. bbox=[517, 324, 626, 332]
column-1 bbox=[4, 26, 162, 1462]
ad-body: Is now SELLING OFF the whole of his WINTER STOCK at prices that will make a speedy clearance. bbox=[955, 753, 1107, 769]
divider bbox=[965, 649, 1097, 650]
ad-body: THE Clipper Schooner JESSIE, Henderson, 92 tons. For particulars apply to bbox=[639, 804, 790, 820]
steamship-illustration bbox=[660, 609, 770, 635]
ad-body: The polling places will be— South Ward—The old Immigration Buildings, Princes street south. High Ward—The Fire Brigade Station, corner of Rattray and High streets. Bell Ward—The Oddfellows' Hall, George street. Leith Ward—The Grand Stand of the Caledonian Society. July 13, 1874. bbox=[481, 132, 632, 178]
divider bbox=[175, 449, 306, 450]
divider bbox=[649, 885, 780, 886]
section-heading: Late Advertisements. bbox=[165, 120, 316, 135]
ad-body: Machines sold on deferred payments. Beware of imitations of the "Singer" Machines. bbox=[955, 685, 1107, 700]
cast-list: Hector Firamonte ... Mr J. R. Steele Brandura ... Mr I. F. Keogh Statte Twitti ... Mr F. Musgrave Rudiga (the Woman in Red) ... Mrs W. Hill bbox=[955, 81, 1062, 112]
ad-body: They will hold SALES at— KAIKORAI YARDS, every Wednesday, at 11 o'clock, of Fat Cattle, Sheep and Lambs. OTAGO WOOL AND PRODUCE STORES, every Wednesday, at 3 o'clock, of Wool, Sheepskins, Hides, Tallow, Flax, &c. bbox=[639, 105, 790, 144]
ad-signature: SYDNEY JAMES, Secretary. bbox=[394, 128, 468, 136]
section-heading: SEWING MACHINES. bbox=[955, 501, 1107, 516]
ad-title: SCHOOL OF ART, UNIVERSITY BUILDINGS. LADIES' AFTERNOON CLASS. bbox=[166, 452, 315, 468]
ad-title: SALVAGE STOCK. bbox=[373, 142, 424, 150]
ad-body: MONEY to Lend, upon mortgage of freehold property. bbox=[487, 838, 623, 846]
